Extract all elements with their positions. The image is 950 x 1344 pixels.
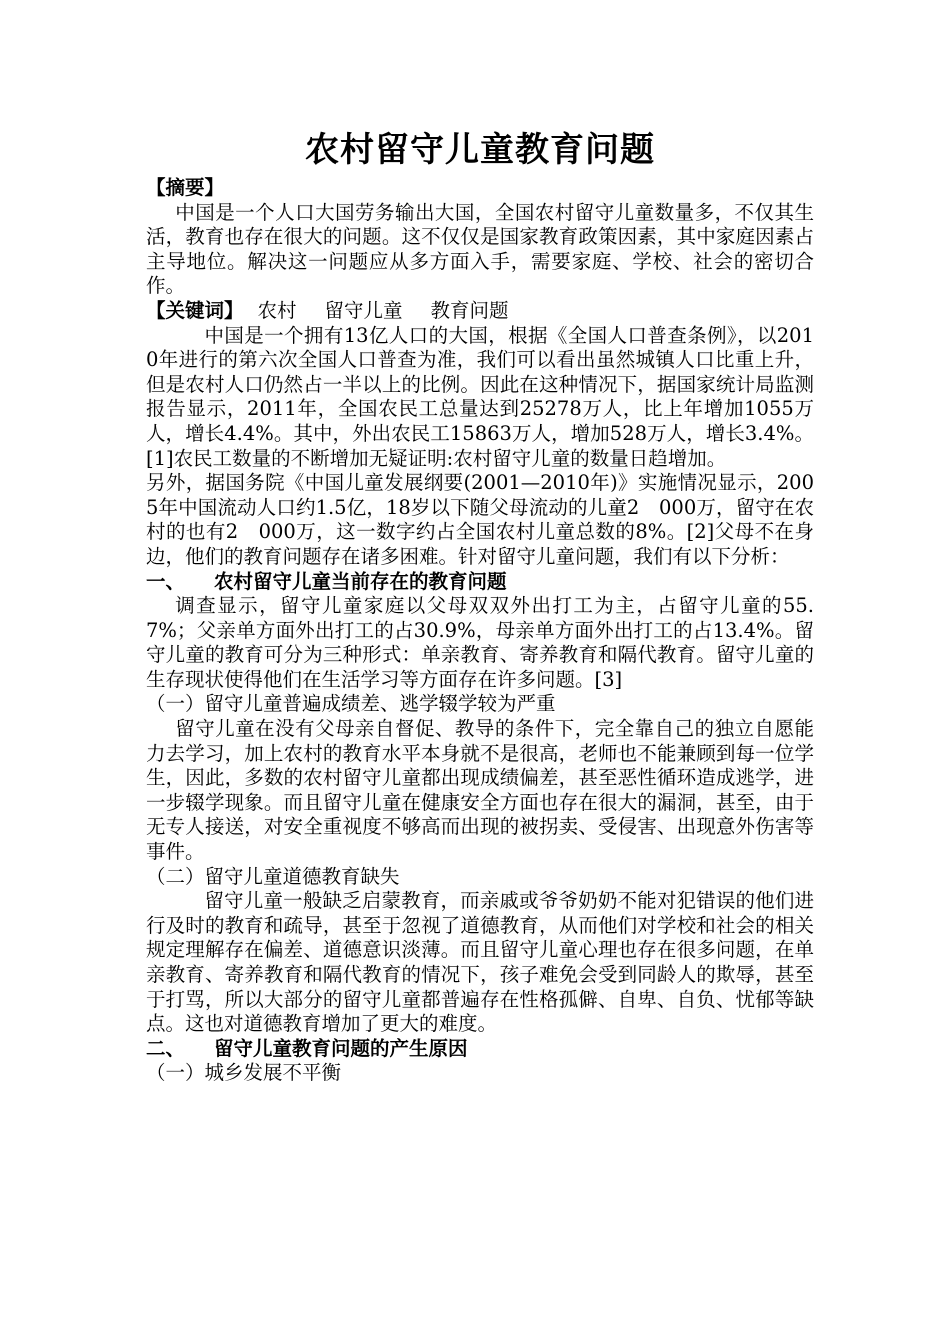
section-heading	[146, 570, 814, 595]
section-title: 农村留守儿童当前存在的教育问题	[214, 569, 507, 593]
document-title: 农村留守儿童教育问题	[305, 130, 655, 170]
section-number: 二、	[146, 1036, 186, 1060]
keyword-item: 农村	[257, 298, 297, 322]
section-number: 一、	[146, 569, 186, 593]
abstract-label: 【摘要】	[146, 176, 225, 199]
intro-paragraph: 中国是一个拥有13亿人口的大国，根据《全国人口普查条例》，以2010年进行的第六次全国人口普查为准，我们可以看出虽然城镇人口比重上升，但是农村人口仍然占一半以上的比例。因此在这种情况下，据国家统计局监测报告显示，2011年，全国农民工总量达到25278万人，比上年增加1055万人，增长4.4%。其中，外出农民工15863万人，增加528万人，增长3.4%。[1]农民工数量的不断增加无疑证明:农村留守儿童的数量日趋增加。	[146, 323, 814, 470]
keywords-line	[146, 299, 814, 324]
abstract-text: 中国是一个人口大国劳务输出大国，全国农村留守儿童数量多，不仅其生活，教育也存在很大的问题。这不仅仅是国家教育政策因素，其中家庭因素占主导地位。解决这一问题应从多方面入手，需要家庭、学校、社会的密切合作。	[146, 200, 814, 298]
subsection-paragraph: 留守儿童一般缺乏启蒙教育，而亲戚或爷爷奶奶不能对犯错误的他们进行及时的教育和疏导，甚至于忽视了道德教育，从而他们对学校和社会的相关规定理解存在偏差、道德意识淡薄。而且留守儿童心理也存在很多问题，在单亲教育、寄养教育和隔代教育的情况下，孩子难免会受到同龄人的欺辱，甚至于打骂，所以大部分的留守儿童都普遍存在性格孤僻、自卑、自负、忧郁等缺点。这也对道德教育增加了更大的难度。	[146, 889, 814, 1036]
section-heading	[146, 1037, 814, 1062]
document-page	[146, 128, 814, 1086]
section-title: 留守儿童教育问题的产生原因	[214, 1036, 468, 1060]
section-paragraph: 调查显示，留守儿童家庭以父母双双外出打工为主，占留守儿童的55.7%；父亲单方面外出打工的占30.9%，母亲单方面外出打工的占13.4%。留守儿童的教育可分为三种形式：单亲教育、寄养教育和隔代教育。留守儿童的生存现状使得他们在生活学习等方面存在许多问题。[3]	[146, 594, 814, 691]
subsection-heading: （二）留守儿童道德教育缺失	[146, 864, 400, 888]
subsection-heading: （一）留守儿童普遍成绩差、逃学辍学较为严重	[146, 692, 556, 716]
keywords-label: 【关键词】	[146, 298, 244, 322]
keyword-item: 教育问题	[430, 298, 509, 322]
subsection-paragraph: 留守儿童在没有父母亲自督促、教导的条件下，完全靠自己的独立自愿能力去学习，加上农村的教育水平本身就不是很高，老师也不能兼顾到每一位学生，因此，多数的农村留守儿童都出现成绩偏差，甚至恶性循环造成逃学，进一步辍学现象。而且留守儿童在健康安全方面也存在很大的漏洞，甚至，由于无专人接送，对安全重视度不够高而出现的被拐卖、受侵害、出现意外伤害等事件。	[146, 717, 814, 864]
intro-paragraph: 另外，据国务院《中国儿童发展纲要(2001—2010年)》实施情况显示，2005年中国流动人口约1.5亿，18岁以下随父母流动的儿童2 000万，留守在农村的也有2 000万，这一数字约占全国农村儿童总数的8%。[2]父母不在身边，他们的教育问题存在诸多困难。针对留守儿童问题，我们有以下分析：	[146, 471, 814, 568]
subsection-heading: （一）城乡发展不平衡	[146, 1061, 342, 1085]
keyword-item: 留守儿童	[324, 298, 403, 322]
